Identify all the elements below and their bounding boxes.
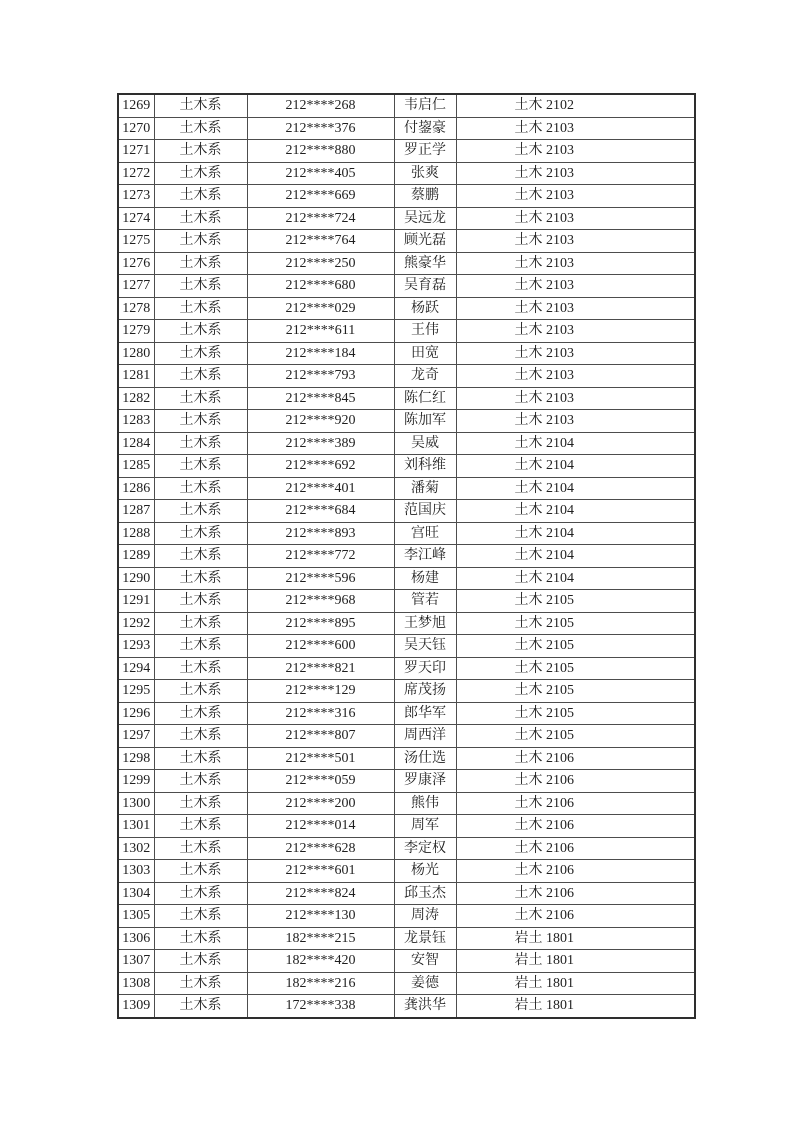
- department-cell: 土木系: [154, 725, 247, 748]
- table-row: [118, 972, 695, 995]
- department-cell: 土木系: [154, 432, 247, 455]
- table-row: [118, 252, 695, 275]
- row-number-cell: 1296: [118, 702, 154, 725]
- student-name-cell: 管若: [394, 590, 456, 613]
- row-number-cell: 1279: [118, 320, 154, 343]
- class-cell: 岩土 1801: [456, 972, 695, 995]
- student-name-cell: 罗天印: [394, 657, 456, 680]
- class-cell: 土木 2103: [456, 387, 695, 410]
- student-name-cell: 吴远龙: [394, 207, 456, 230]
- row-number-cell: 1294: [118, 657, 154, 680]
- class-cell: 土木 2103: [456, 162, 695, 185]
- table-row: [118, 320, 695, 343]
- department-cell: 土木系: [154, 635, 247, 658]
- table-row: [118, 162, 695, 185]
- student-name-cell: 陈加军: [394, 410, 456, 433]
- class-cell: 土木 2103: [456, 365, 695, 388]
- table-row: [118, 590, 695, 613]
- class-cell: 土木 2103: [456, 230, 695, 253]
- table-row: [118, 882, 695, 905]
- row-number-cell: 1284: [118, 432, 154, 455]
- class-cell: 土木 2105: [456, 702, 695, 725]
- department-cell: 土木系: [154, 522, 247, 545]
- department-cell: 土木系: [154, 545, 247, 568]
- table-row: [118, 860, 695, 883]
- row-number-cell: 1288: [118, 522, 154, 545]
- student-name-cell: 顾光磊: [394, 230, 456, 253]
- student-id-cell: 212****129: [247, 680, 394, 703]
- student-id-cell: 212****014: [247, 815, 394, 838]
- student-id-cell: 212****807: [247, 725, 394, 748]
- student-id-cell: 212****130: [247, 905, 394, 928]
- student-id-cell: 182****216: [247, 972, 394, 995]
- student-id-cell: 212****845: [247, 387, 394, 410]
- department-cell: 土木系: [154, 837, 247, 860]
- class-cell: 土木 2106: [456, 770, 695, 793]
- table-row: [118, 117, 695, 140]
- table-row: [118, 342, 695, 365]
- table-row: [118, 455, 695, 478]
- student-id-cell: 212****920: [247, 410, 394, 433]
- row-number-cell: 1280: [118, 342, 154, 365]
- table-row: [118, 185, 695, 208]
- student-name-cell: 姜德: [394, 972, 456, 995]
- student-roster-table-body: [118, 94, 695, 1018]
- row-number-cell: 1295: [118, 680, 154, 703]
- class-cell: 土木 2105: [456, 725, 695, 748]
- table-row: [118, 207, 695, 230]
- student-id-cell: 212****405: [247, 162, 394, 185]
- student-id-cell: 212****401: [247, 477, 394, 500]
- row-number-cell: 1307: [118, 950, 154, 973]
- student-name-cell: 郎华军: [394, 702, 456, 725]
- row-number-cell: 1272: [118, 162, 154, 185]
- table-row: [118, 950, 695, 973]
- class-cell: 土木 2103: [456, 117, 695, 140]
- class-cell: 土木 2104: [456, 545, 695, 568]
- table-row: [118, 635, 695, 658]
- table-row: [118, 567, 695, 590]
- class-cell: 土木 2106: [456, 815, 695, 838]
- department-cell: 土木系: [154, 792, 247, 815]
- department-cell: 土木系: [154, 455, 247, 478]
- row-number-cell: 1281: [118, 365, 154, 388]
- department-cell: 土木系: [154, 207, 247, 230]
- table-row: [118, 275, 695, 298]
- student-id-cell: 212****764: [247, 230, 394, 253]
- class-cell: 土木 2105: [456, 680, 695, 703]
- department-cell: 土木系: [154, 815, 247, 838]
- row-number-cell: 1291: [118, 590, 154, 613]
- class-cell: 土木 2103: [456, 252, 695, 275]
- row-number-cell: 1282: [118, 387, 154, 410]
- class-cell: 土木 2103: [456, 297, 695, 320]
- student-id-cell: 212****880: [247, 140, 394, 163]
- row-number-cell: 1300: [118, 792, 154, 815]
- department-cell: 土木系: [154, 477, 247, 500]
- row-number-cell: 1274: [118, 207, 154, 230]
- row-number-cell: 1273: [118, 185, 154, 208]
- row-number-cell: 1299: [118, 770, 154, 793]
- class-cell: 土木 2106: [456, 792, 695, 815]
- student-id-cell: 212****316: [247, 702, 394, 725]
- student-name-cell: 安智: [394, 950, 456, 973]
- student-id-cell: 212****268: [247, 94, 394, 117]
- student-name-cell: 杨建: [394, 567, 456, 590]
- class-cell: 土木 2106: [456, 905, 695, 928]
- student-name-cell: 龙奇: [394, 365, 456, 388]
- class-cell: 土木 2103: [456, 320, 695, 343]
- row-number-cell: 1289: [118, 545, 154, 568]
- student-name-cell: 陈仁红: [394, 387, 456, 410]
- student-id-cell: 212****184: [247, 342, 394, 365]
- table-row: [118, 815, 695, 838]
- row-number-cell: 1301: [118, 815, 154, 838]
- table-row: [118, 905, 695, 928]
- department-cell: 土木系: [154, 162, 247, 185]
- department-cell: 土木系: [154, 410, 247, 433]
- department-cell: 土木系: [154, 860, 247, 883]
- class-cell: 土木 2103: [456, 410, 695, 433]
- table-row: [118, 140, 695, 163]
- student-id-cell: 212****250: [247, 252, 394, 275]
- row-number-cell: 1271: [118, 140, 154, 163]
- department-cell: 土木系: [154, 320, 247, 343]
- department-cell: 土木系: [154, 995, 247, 1018]
- department-cell: 土木系: [154, 185, 247, 208]
- row-number-cell: 1286: [118, 477, 154, 500]
- class-cell: 土木 2106: [456, 882, 695, 905]
- department-cell: 土木系: [154, 972, 247, 995]
- student-name-cell: 李定权: [394, 837, 456, 860]
- class-cell: 土木 2104: [456, 477, 695, 500]
- table-row: [118, 747, 695, 770]
- student-id-cell: 212****600: [247, 635, 394, 658]
- row-number-cell: 1305: [118, 905, 154, 928]
- student-id-cell: 182****420: [247, 950, 394, 973]
- class-cell: 土木 2106: [456, 747, 695, 770]
- student-id-cell: 212****669: [247, 185, 394, 208]
- class-cell: 岩土 1801: [456, 950, 695, 973]
- department-cell: 土木系: [154, 882, 247, 905]
- student-id-cell: 212****724: [247, 207, 394, 230]
- student-name-cell: 杨跃: [394, 297, 456, 320]
- student-name-cell: 吴天钰: [394, 635, 456, 658]
- student-name-cell: 周涛: [394, 905, 456, 928]
- department-cell: 土木系: [154, 927, 247, 950]
- student-id-cell: 212****611: [247, 320, 394, 343]
- student-roster-table: [117, 93, 696, 1019]
- student-id-cell: 212****628: [247, 837, 394, 860]
- class-cell: 土木 2104: [456, 455, 695, 478]
- student-id-cell: 212****968: [247, 590, 394, 613]
- student-id-cell: 212****059: [247, 770, 394, 793]
- student-id-cell: 212****200: [247, 792, 394, 815]
- department-cell: 土木系: [154, 702, 247, 725]
- department-cell: 土木系: [154, 342, 247, 365]
- class-cell: 土木 2106: [456, 860, 695, 883]
- table-row: [118, 995, 695, 1018]
- row-number-cell: 1306: [118, 927, 154, 950]
- row-number-cell: 1283: [118, 410, 154, 433]
- row-number-cell: 1297: [118, 725, 154, 748]
- row-number-cell: 1287: [118, 500, 154, 523]
- class-cell: 土木 2103: [456, 185, 695, 208]
- student-id-cell: 212****692: [247, 455, 394, 478]
- table-row: [118, 680, 695, 703]
- student-name-cell: 邱玉杰: [394, 882, 456, 905]
- department-cell: 土木系: [154, 657, 247, 680]
- table-row: [118, 230, 695, 253]
- student-id-cell: 212****601: [247, 860, 394, 883]
- row-number-cell: 1304: [118, 882, 154, 905]
- student-name-cell: 周西洋: [394, 725, 456, 748]
- student-name-cell: 田宽: [394, 342, 456, 365]
- table-row: [118, 387, 695, 410]
- student-name-cell: 蔡鹏: [394, 185, 456, 208]
- student-name-cell: 罗康泽: [394, 770, 456, 793]
- table-row: [118, 477, 695, 500]
- class-cell: 岩土 1801: [456, 927, 695, 950]
- department-cell: 土木系: [154, 297, 247, 320]
- table-row: [118, 770, 695, 793]
- row-number-cell: 1278: [118, 297, 154, 320]
- row-number-cell: 1270: [118, 117, 154, 140]
- row-number-cell: 1277: [118, 275, 154, 298]
- table-row: [118, 522, 695, 545]
- student-name-cell: 汤仕选: [394, 747, 456, 770]
- table-row: [118, 725, 695, 748]
- department-cell: 土木系: [154, 275, 247, 298]
- department-cell: 土木系: [154, 905, 247, 928]
- row-number-cell: 1275: [118, 230, 154, 253]
- row-number-cell: 1293: [118, 635, 154, 658]
- department-cell: 土木系: [154, 770, 247, 793]
- student-name-cell: 熊豪华: [394, 252, 456, 275]
- student-name-cell: 熊伟: [394, 792, 456, 815]
- class-cell: 土木 2105: [456, 635, 695, 658]
- row-number-cell: 1285: [118, 455, 154, 478]
- student-name-cell: 席茂扬: [394, 680, 456, 703]
- student-id-cell: 212****376: [247, 117, 394, 140]
- row-number-cell: 1276: [118, 252, 154, 275]
- class-cell: 土木 2104: [456, 432, 695, 455]
- department-cell: 土木系: [154, 747, 247, 770]
- class-cell: 土木 2102: [456, 94, 695, 117]
- student-id-cell: 212****824: [247, 882, 394, 905]
- student-id-cell: 212****893: [247, 522, 394, 545]
- department-cell: 土木系: [154, 387, 247, 410]
- table-row: [118, 500, 695, 523]
- department-cell: 土木系: [154, 590, 247, 613]
- table-row: [118, 94, 695, 117]
- class-cell: 土木 2104: [456, 567, 695, 590]
- table-row: [118, 792, 695, 815]
- student-id-cell: 212****029: [247, 297, 394, 320]
- student-id-cell: 182****215: [247, 927, 394, 950]
- student-id-cell: 212****684: [247, 500, 394, 523]
- class-cell: 土木 2105: [456, 612, 695, 635]
- student-name-cell: 龙景钰: [394, 927, 456, 950]
- student-id-cell: 212****772: [247, 545, 394, 568]
- row-number-cell: 1298: [118, 747, 154, 770]
- table-row: [118, 837, 695, 860]
- department-cell: 土木系: [154, 950, 247, 973]
- student-id-cell: 212****501: [247, 747, 394, 770]
- table-row: [118, 410, 695, 433]
- class-cell: 土木 2106: [456, 837, 695, 860]
- student-name-cell: 付鋆豪: [394, 117, 456, 140]
- student-name-cell: 韦启仁: [394, 94, 456, 117]
- department-cell: 土木系: [154, 567, 247, 590]
- class-cell: 土木 2105: [456, 657, 695, 680]
- department-cell: 土木系: [154, 94, 247, 117]
- student-name-cell: 张爽: [394, 162, 456, 185]
- department-cell: 土木系: [154, 680, 247, 703]
- student-name-cell: 王伟: [394, 320, 456, 343]
- table-row: [118, 657, 695, 680]
- table-row: [118, 545, 695, 568]
- student-name-cell: 吴威: [394, 432, 456, 455]
- table-row: [118, 702, 695, 725]
- class-cell: 土木 2104: [456, 500, 695, 523]
- student-name-cell: 罗正学: [394, 140, 456, 163]
- department-cell: 土木系: [154, 500, 247, 523]
- student-id-cell: 212****596: [247, 567, 394, 590]
- row-number-cell: 1290: [118, 567, 154, 590]
- student-id-cell: 212****821: [247, 657, 394, 680]
- row-number-cell: 1269: [118, 94, 154, 117]
- class-cell: 岩土 1801: [456, 995, 695, 1018]
- student-name-cell: 范国庆: [394, 500, 456, 523]
- table-row: [118, 927, 695, 950]
- table-row: [118, 297, 695, 320]
- department-cell: 土木系: [154, 230, 247, 253]
- row-number-cell: 1302: [118, 837, 154, 860]
- class-cell: 土木 2103: [456, 342, 695, 365]
- table-row: [118, 612, 695, 635]
- department-cell: 土木系: [154, 365, 247, 388]
- student-id-cell: 212****389: [247, 432, 394, 455]
- department-cell: 土木系: [154, 252, 247, 275]
- row-number-cell: 1303: [118, 860, 154, 883]
- student-id-cell: 172****338: [247, 995, 394, 1018]
- student-name-cell: 王梦旭: [394, 612, 456, 635]
- student-id-cell: 212****680: [247, 275, 394, 298]
- student-name-cell: 李江峰: [394, 545, 456, 568]
- class-cell: 土木 2104: [456, 522, 695, 545]
- row-number-cell: 1308: [118, 972, 154, 995]
- class-cell: 土木 2105: [456, 590, 695, 613]
- table-row: [118, 365, 695, 388]
- table-row: [118, 432, 695, 455]
- student-name-cell: 周军: [394, 815, 456, 838]
- student-name-cell: 龚洪华: [394, 995, 456, 1018]
- student-name-cell: 杨光: [394, 860, 456, 883]
- student-name-cell: 潘菊: [394, 477, 456, 500]
- class-cell: 土木 2103: [456, 275, 695, 298]
- class-cell: 土木 2103: [456, 207, 695, 230]
- student-name-cell: 刘科维: [394, 455, 456, 478]
- class-cell: 土木 2103: [456, 140, 695, 163]
- department-cell: 土木系: [154, 140, 247, 163]
- student-id-cell: 212****895: [247, 612, 394, 635]
- row-number-cell: 1309: [118, 995, 154, 1018]
- department-cell: 土木系: [154, 612, 247, 635]
- student-id-cell: 212****793: [247, 365, 394, 388]
- row-number-cell: 1292: [118, 612, 154, 635]
- department-cell: 土木系: [154, 117, 247, 140]
- student-name-cell: 宫旺: [394, 522, 456, 545]
- student-name-cell: 吴育磊: [394, 275, 456, 298]
